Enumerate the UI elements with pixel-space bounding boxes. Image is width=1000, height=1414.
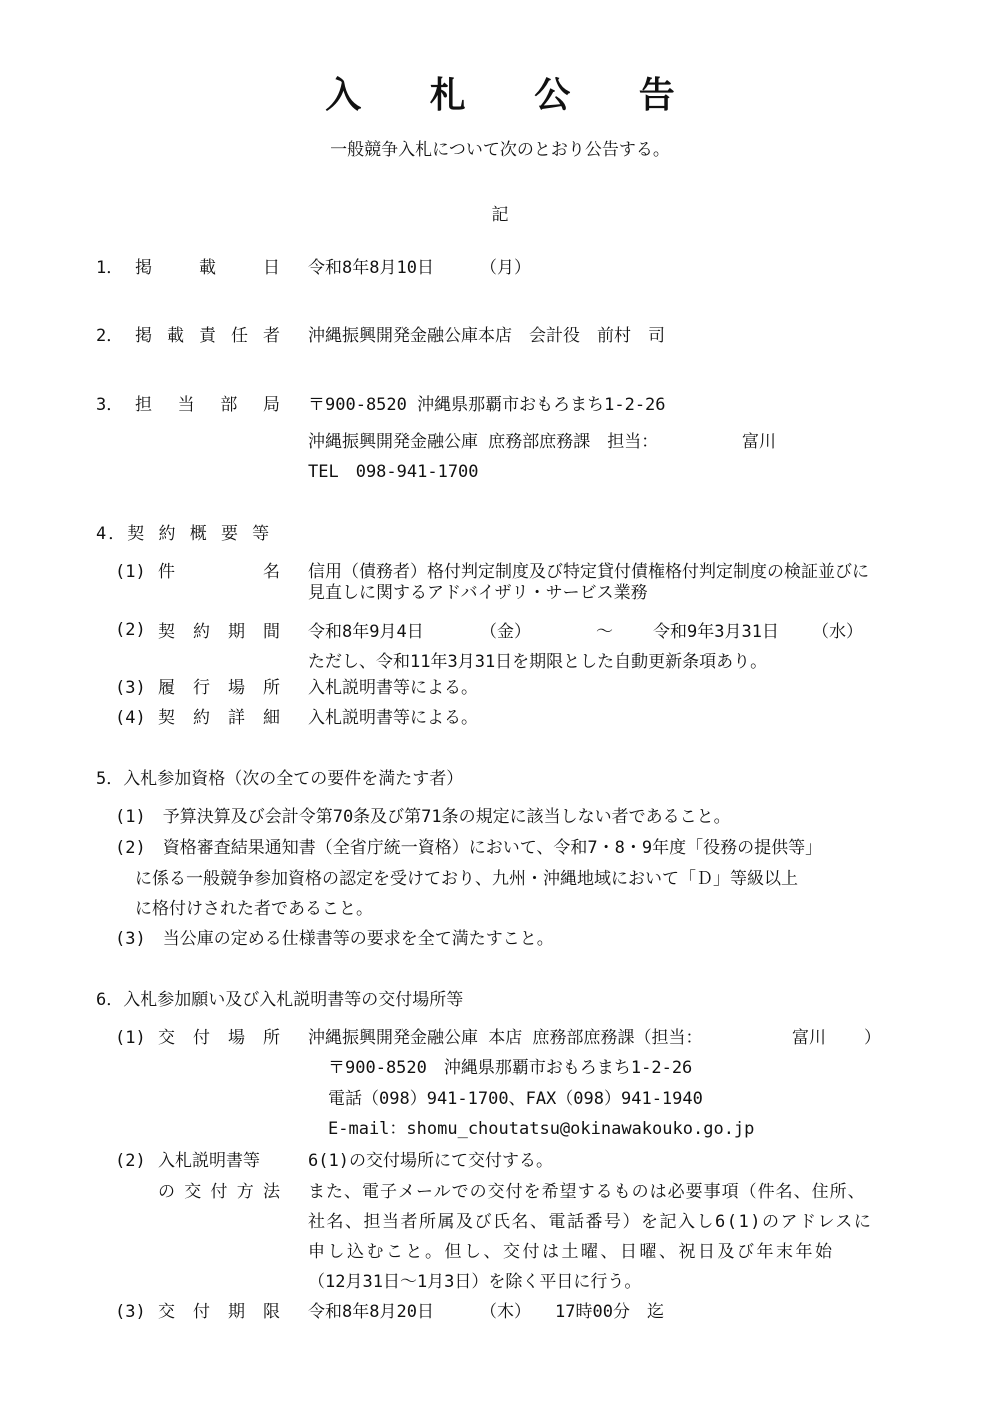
label-char: 部 — [220, 395, 238, 415]
performance-place: 入札説明書等による。 — [308, 678, 478, 698]
label-char: 責 — [199, 326, 216, 346]
label-char: 履 — [158, 678, 175, 698]
label-char: 交 — [158, 1028, 175, 1048]
department-contact-person: 富川 — [742, 432, 776, 452]
label-char: 付 — [193, 1028, 210, 1048]
contract-subject-line-1: 信用（債務者）格付判定制度及び特定貸付債権格付判定制度の検証並びに — [308, 562, 869, 582]
item-4-1-number: (1) — [115, 562, 146, 582]
qualification-2-line-1: (2) 資格審査結果通知書（全省庁統一資格）において、令和7・8・9年度「役務の提供等」 — [115, 838, 823, 858]
label-char: 所 — [263, 678, 280, 698]
contract-period-tilde: ～ — [596, 622, 613, 642]
contract-end-date: 令和9年3月31日 — [653, 622, 779, 642]
delivery-method-line-4: 申し込むこと。但し、交付は土曜、日曜、祝日及び年末年始 — [308, 1242, 835, 1262]
label-char: 交 — [158, 1302, 175, 1322]
item-4-4-number: (4) — [115, 708, 146, 728]
label-char: 限 — [263, 1302, 280, 1322]
section-3-number: 3． — [96, 395, 124, 415]
label-char: 名 — [263, 562, 280, 582]
delivery-office: 沖縄振興開発金融公庫 本店 庶務部庶務課（担当： — [308, 1028, 703, 1048]
section-1-label — [135, 258, 280, 278]
section-1-number: 1． — [96, 258, 124, 278]
contract-subject-line-2: 見直しに関するアドバイザリ・サービス業務 — [308, 583, 648, 603]
label-char: 局 — [262, 395, 280, 415]
delivery-method-line-5: （12月31日～1月3日）を除く平日に行う。 — [308, 1272, 642, 1292]
intro-text: 一般競争入札について次のとおり公告する。 — [330, 140, 670, 160]
label-char: 担 — [135, 395, 152, 415]
item-4-4-label — [158, 708, 280, 728]
contract-start-weekday: （金） — [480, 622, 531, 642]
label-char: 付 — [193, 1302, 210, 1322]
contract-start-date: 令和8年9月4日 — [308, 622, 424, 642]
label-char: 任 — [231, 326, 248, 346]
label-char: 法 — [263, 1182, 280, 1202]
delivery-method-line-1: 6(1)の交付場所にて交付する。 — [308, 1151, 553, 1171]
ki-marker: 記 — [491, 205, 509, 225]
delivery-deadline-time: 17時00分 迄 — [555, 1302, 664, 1322]
qualification-3: (3) 当公庫の定める仕様書等の要求を全て満たすこと。 — [115, 929, 554, 949]
item-4-3-number: (3) — [115, 678, 146, 698]
item-6-1-number: (1) — [115, 1028, 146, 1048]
label-char: 間 — [263, 622, 280, 642]
section-6-heading: 6．入札参加願い及び入札説明書等の交付場所等 — [96, 990, 464, 1010]
label-char: 場 — [228, 1028, 245, 1048]
qualification-2-line-2: に係る一般競争参加資格の認定を受けており、九州・沖縄地域において「Ｄ」等級以上 — [135, 869, 798, 889]
label-char: 詳 — [228, 708, 245, 728]
department-name: 沖縄振興開発金融公庫 庶務部庶務課 担当： — [308, 432, 659, 452]
section-2-label — [135, 326, 280, 346]
publication-date: 令和8年8月10日 — [308, 258, 434, 278]
section-3-label — [135, 395, 280, 415]
delivery-address: 〒900-8520 沖縄県那覇市おもろまち1-2-26 — [328, 1058, 693, 1078]
item-4-2-number: (2) — [115, 620, 146, 640]
section-5-heading: 5．入札参加資格（次の全ての要件を満たす者） — [96, 769, 464, 789]
item-6-2-number: (2) — [115, 1151, 146, 1171]
delivery-method-line-3: 社名、担当者所属及び氏名、電話番号）を記入し6(1)のアドレスに — [308, 1212, 873, 1232]
item-4-3-label — [158, 678, 280, 698]
item-4-1-label — [158, 562, 280, 582]
label-char: 載 — [167, 326, 184, 346]
label-char: 約 — [193, 708, 210, 728]
item-6-2-label-line-2 — [158, 1182, 280, 1202]
responsible-person: 沖縄振興開発金融公庫本店 会計役 前村 司 — [308, 326, 665, 346]
label-char: の — [158, 1182, 175, 1202]
label-char: 契 — [158, 708, 175, 728]
delivery-deadline-date: 令和8年8月20日 — [308, 1302, 434, 1322]
item-6-3-label — [158, 1302, 280, 1322]
label-char: 付 — [210, 1182, 228, 1202]
label-char: 細 — [263, 708, 280, 728]
delivery-contact-person: 富川 — [792, 1028, 826, 1048]
item-6-3-number: (3) — [115, 1302, 146, 1322]
label-char: 件 — [158, 562, 175, 582]
contract-auto-renewal-note: ただし、令和11年3月31日を期限とした自動更新条項あり。 — [308, 652, 768, 672]
label-char: 掲 — [135, 258, 152, 278]
label-char: 当 — [177, 395, 195, 415]
page-title: 入 札 公 告 — [325, 75, 703, 116]
label-char: 約 — [193, 622, 210, 642]
qualification-2-line-3: に格付けされた者であること。 — [135, 899, 373, 919]
delivery-email: E-mail：shomu_choutatsu@okinawakouko.go.jp — [328, 1119, 755, 1139]
label-char: 方 — [236, 1182, 254, 1202]
department-phone: TEL 098-941-1700 — [308, 462, 479, 482]
department-address: 〒900-8520 沖縄県那覇市おもろまち1-2-26 — [308, 395, 666, 415]
label-char: 期 — [228, 1302, 245, 1322]
contract-end-weekday: （水） — [812, 622, 863, 642]
publication-weekday: （月） — [480, 258, 531, 278]
label-char: 載 — [199, 258, 216, 278]
delivery-phone-fax: 電話（098）941-1700、FAX（098）941-1940 — [328, 1089, 703, 1109]
label-char: 者 — [263, 326, 280, 346]
delivery-method-line-2: また、電子メールでの交付を希望するものは必要事項（件名、住所、 — [308, 1182, 866, 1202]
item-6-2-label-line-1: 入札説明書等 — [158, 1151, 260, 1171]
section-4-heading: 4．契 約 概 要 等 — [96, 524, 272, 544]
label-char: 日 — [263, 258, 280, 278]
label-char: 場 — [228, 678, 245, 698]
label-char: 行 — [193, 678, 210, 698]
label-char: 交 — [184, 1182, 202, 1202]
item-6-1-label — [158, 1028, 280, 1048]
delivery-paren-close: ） — [864, 1028, 881, 1048]
item-4-2-label — [158, 622, 280, 642]
label-char: 掲 — [135, 326, 152, 346]
label-char: 契 — [158, 622, 175, 642]
label-char: 所 — [263, 1028, 280, 1048]
label-char: 期 — [228, 622, 245, 642]
section-2-number: 2． — [96, 326, 124, 346]
qualification-1: (1) 予算決算及び会計令第70条及び第71条の規定に該当しない者であること。 — [115, 807, 731, 827]
contract-details: 入札説明書等による。 — [308, 708, 478, 728]
delivery-deadline-weekday: （木） — [480, 1302, 531, 1322]
